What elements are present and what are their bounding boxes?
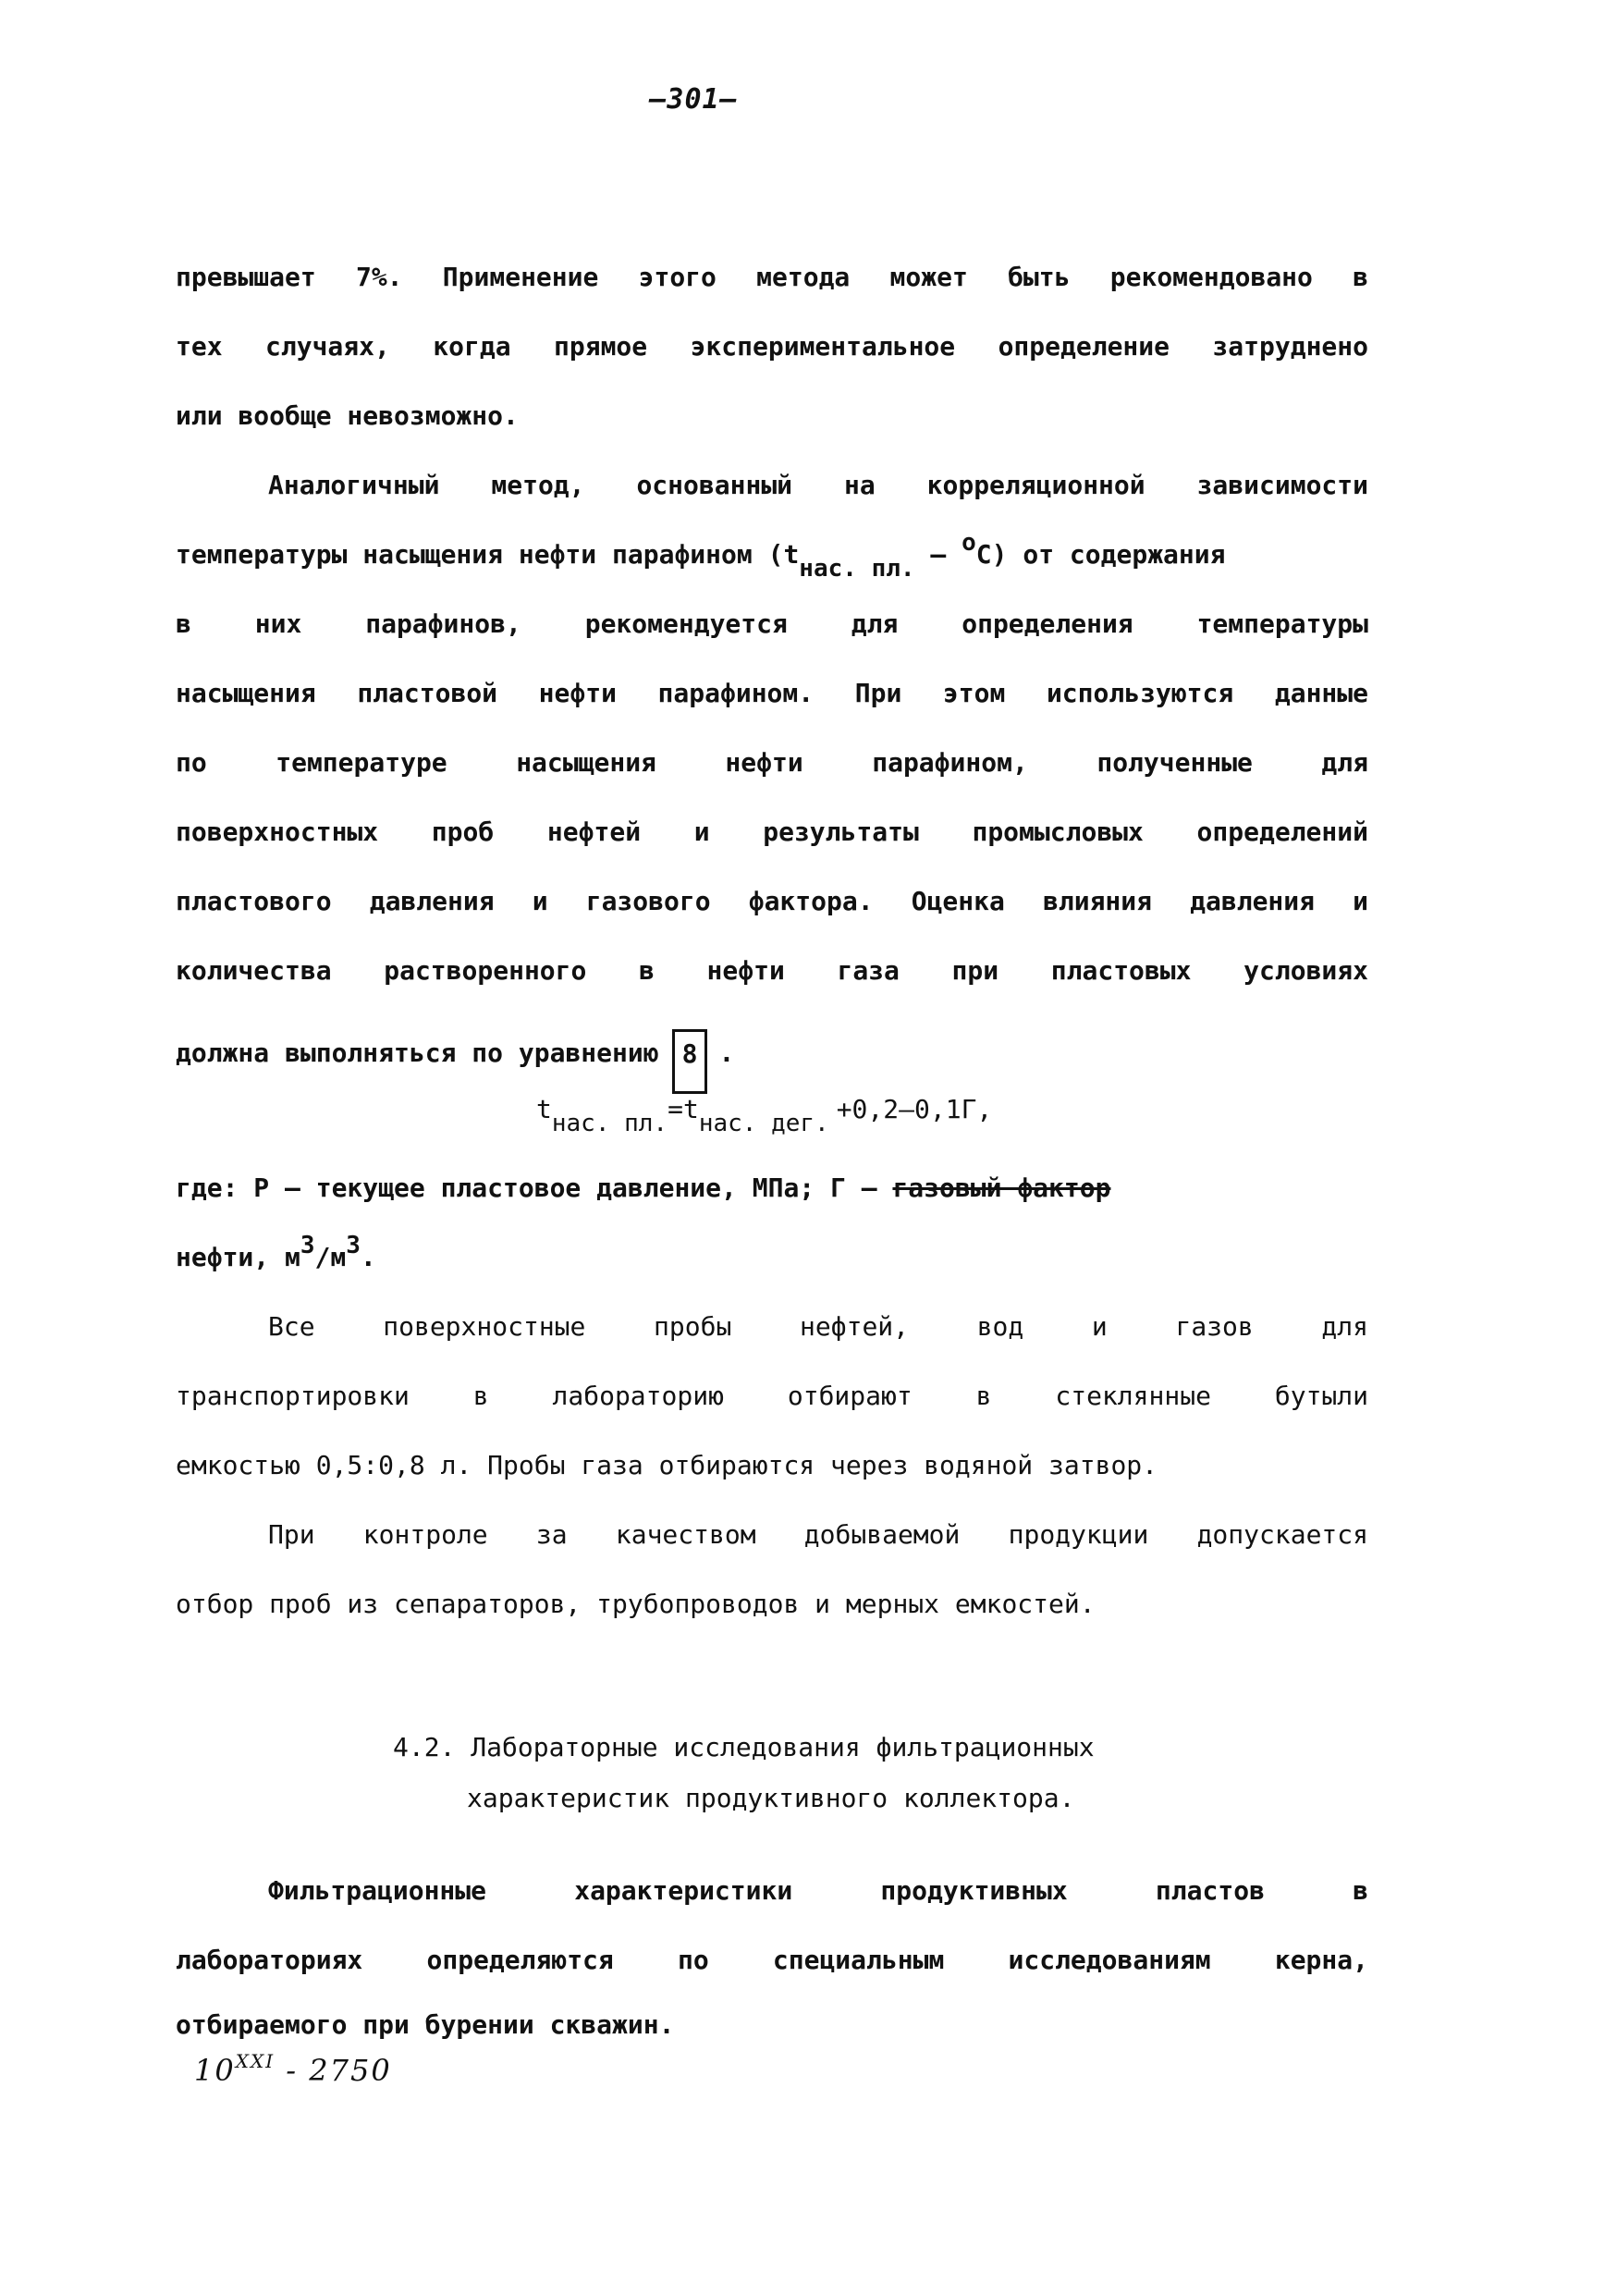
paragraph-3-line-3: емкостью 0,5:0,8 л. Пробы газа отбираются через водяной затвор. <box>176 1450 1158 1480</box>
legend-line-2-text: нефти, м <box>176 1242 300 1272</box>
paragraph-4-line-2: отбор проб из сепараторов, трубопроводов и мерных емкостей. <box>176 1589 1096 1619</box>
paragraph-4-line-1: При контроле за качеством добываемой продукции допускается <box>268 1519 1368 1550</box>
paragraph-5-line-2: лабораториях определяются по специальным исследованиям керна, <box>176 1945 1368 1975</box>
formula-equals: =t <box>668 1094 699 1124</box>
paragraph-2-line-4: насыщения пластовой нефти парафином. При этом используются данные <box>176 678 1368 708</box>
paragraph-2-line-9-end: . <box>718 1037 735 1068</box>
legend-line-2 <box>176 1232 1368 1276</box>
cubic-superscript-1: 3 <box>300 1232 315 1259</box>
dash: – <box>914 539 962 570</box>
legend-line-1 <box>176 1170 1368 1207</box>
handwritten-rest: - 2750 <box>275 2053 392 2088</box>
legend-slash: /м <box>314 1242 347 1272</box>
handwritten-note <box>194 2050 392 2088</box>
paragraph-2-line-9-text: должна выполняться по уравнению <box>176 1037 659 1068</box>
paragraph-1-line-1: превышает 7%. Применение этого метода может быть рекомендовано в <box>176 262 1368 292</box>
paragraph-2-line-2-post: С) от содержания <box>975 539 1226 570</box>
formula-t1-subscript: нас. пл. <box>551 1110 668 1137</box>
legend-line-1-text: где: Р – текущее пластовое давление, МПа; Г – <box>176 1173 893 1203</box>
paragraph-1-line-2: тех случаях, когда прямое экспериментальное определение затруднено <box>176 331 1368 362</box>
formula-rest: +0,2–0,1Г, <box>836 1094 993 1124</box>
handwritten-main: 10 <box>194 2053 236 2088</box>
handwritten-superscript: XXI <box>235 2050 276 2072</box>
paragraph-2-line-2 <box>176 529 1368 583</box>
formula-t1: t <box>536 1094 552 1124</box>
page-number: —301— <box>649 83 738 116</box>
cubic-superscript-2: 3 <box>346 1232 361 1259</box>
paragraph-3-line-1: Все поверхностные пробы нефтей, вод и газов для <box>268 1311 1368 1342</box>
formula-t2-subscript: нас. дег. <box>698 1110 829 1137</box>
section-heading-line-1: 4.2. Лабораторные исследования фильтрационных <box>393 1732 1095 1762</box>
reference-bracket: 8 <box>672 1029 708 1094</box>
section-heading-line-2: характеристик продуктивного коллектора. <box>467 1783 1075 1813</box>
paragraph-2-line-2-pre: температуры насыщения нефти парафином (t <box>176 539 800 570</box>
paragraph-2-line-5: по температуре насыщения нефти парафином, полученные для <box>176 747 1368 778</box>
formula <box>536 1091 993 1137</box>
paragraph-2-line-8: количества растворенного в нефти газа при пластовых условиях <box>176 955 1368 986</box>
paragraph-3-line-2: транспортировки в лабораторию отбирают в стеклянные бутыли <box>176 1381 1368 1411</box>
paragraph-1-line-3: или вообще невозможно. <box>176 400 519 431</box>
legend-line-2-end: . <box>360 1242 376 1272</box>
degree-superscript: о <box>962 529 976 557</box>
paragraph-2-line-9 <box>176 1022 1368 1069</box>
paragraph-2-line-7: пластового давления и газового фактора. Оценка влияния давления и <box>176 886 1368 916</box>
paragraph-2-line-6: поверхностных проб нефтей и результаты промысловых определений <box>176 816 1368 847</box>
legend-strikethrough: газовый фактор <box>892 1173 1111 1203</box>
paragraph-2-line-1: Аналогичный метод, основанный на корреляционной зависимости <box>268 470 1368 500</box>
t-sat-reservoir-subscript: нас. пл. <box>799 555 915 583</box>
paragraph-5-line-3: отбираемого при бурении скважин. <box>176 2009 675 2040</box>
paragraph-2-line-3: в них парафинов, рекомендуется для определения температуры <box>176 608 1368 639</box>
paragraph-5-line-1: Фильтрационные характеристики продуктивных пластов в <box>268 1875 1368 1906</box>
